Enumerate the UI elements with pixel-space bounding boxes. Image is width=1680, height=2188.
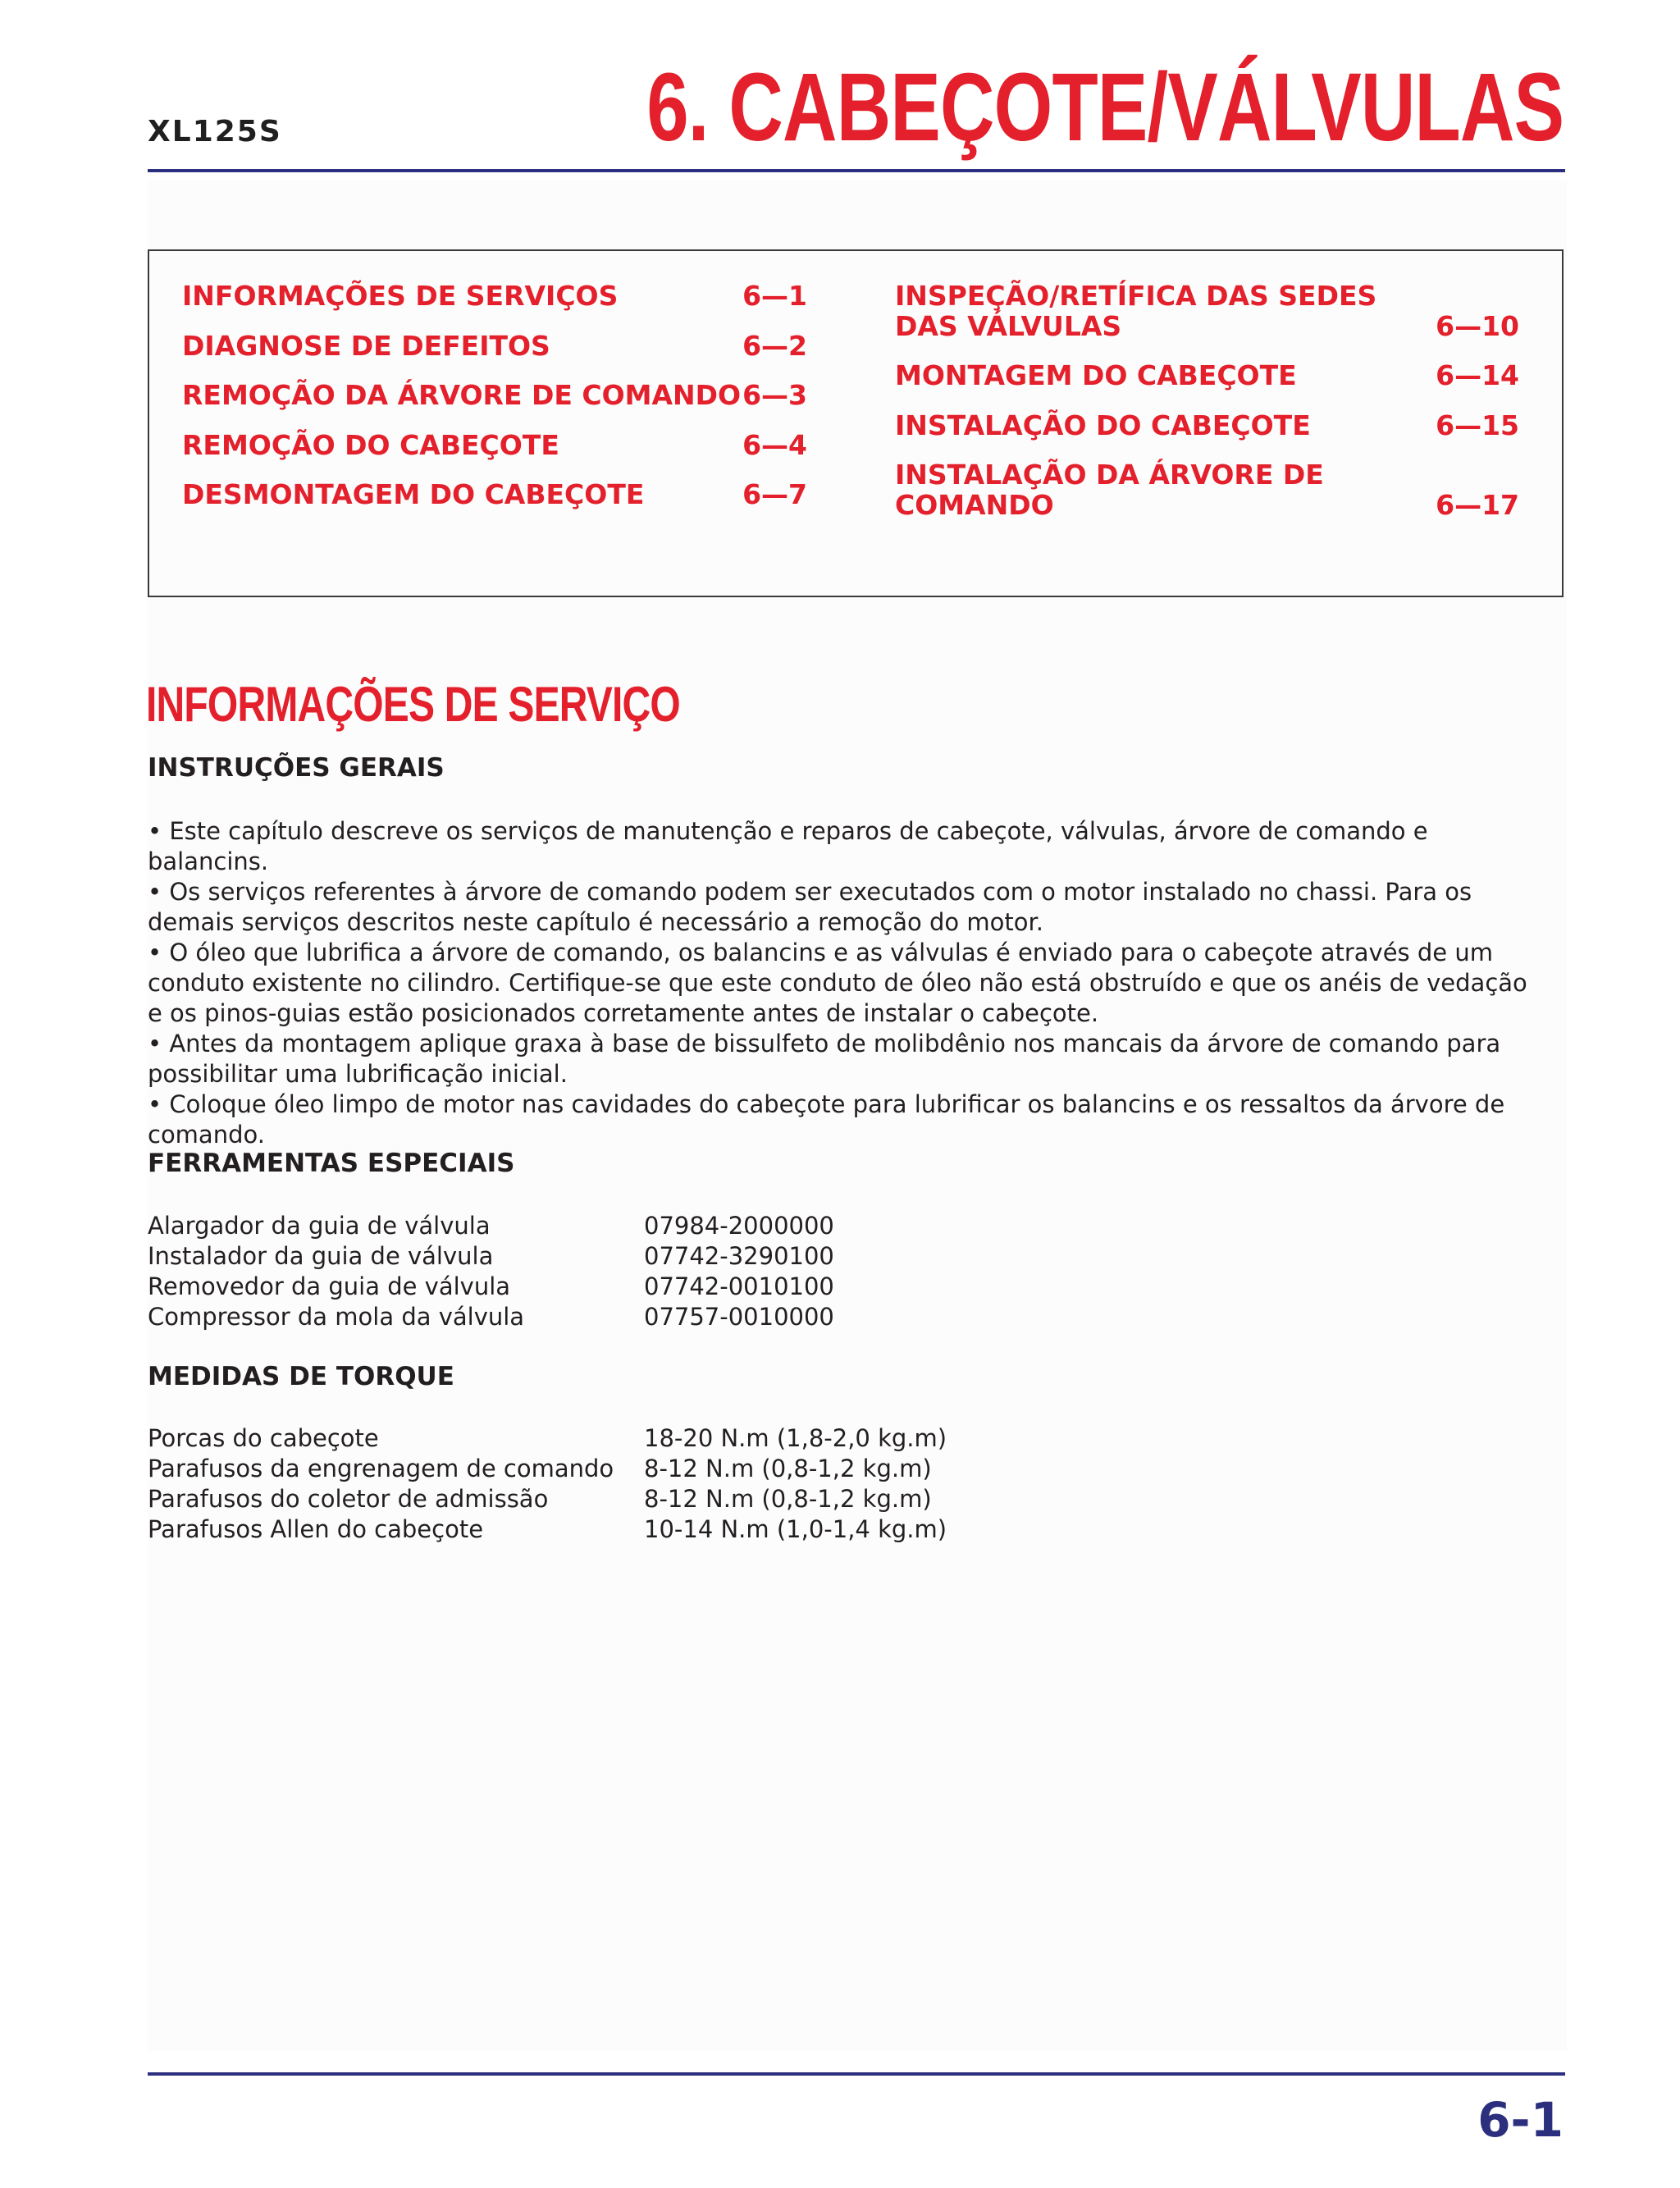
instruction-item: • Este capítulo descreve os serviços de manutenção e reparos de cabeçote, válvulas, árvore de comando e balancins.	[148, 817, 1428, 875]
chapter-title: 6. CABEÇOTE/VÁLVULAS	[646, 53, 1564, 162]
toc-link-head-assembly[interactable]: MONTAGEM DO CABEÇOTE	[895, 359, 1297, 391]
toc-page-number[interactable]: 6—4	[742, 429, 807, 461]
tool-code: 07984-2000000	[644, 1212, 834, 1240]
toc-link-head-disassembly[interactable]: DESMONTAGEM DO CABEÇOTE	[182, 478, 645, 510]
toc-page-number[interactable]: 6—15	[1436, 409, 1519, 441]
torque-value: 8-12 N.m (0,8-1,2 kg.m)	[644, 1455, 932, 1482]
instruction-item: • O óleo que lubrifica a árvore de comando, os balancins e as válvulas é enviado para o cabeçote através de um conduto existente no cilindro. Certifique-se que este conduto de óleo não está obstruído e que os anéis de vedação e os pinos-guias estão posicionados corretamente antes de instalar o cabeçote.	[148, 939, 1527, 1027]
header-divider	[148, 169, 1565, 172]
section-title: INFORMAÇÕES DE SERVIÇO	[146, 677, 680, 732]
table-of-contents	[148, 249, 1564, 597]
tool-code: 07742-0010100	[644, 1272, 834, 1300]
toc-link-diagnosis[interactable]: DIAGNOSE DE DEFEITOS	[182, 330, 550, 362]
toc-link-camshaft-removal[interactable]: REMOÇÃO DA ÁRVORE DE COMANDO	[182, 379, 742, 411]
model-name: XL125S	[148, 115, 282, 148]
tool-name: Removedor da guia de válvula	[148, 1272, 511, 1300]
torque-item: Parafusos Allen do cabeçote	[148, 1515, 484, 1543]
torque-item: Parafusos do coletor de admissão	[148, 1485, 549, 1513]
tool-name: Instalador da guia de válvula	[148, 1242, 494, 1270]
general-instructions-heading: INSTRUÇÕES GERAIS	[148, 753, 445, 783]
toc-link-head-removal[interactable]: REMOÇÃO DO CABEÇOTE	[182, 429, 559, 461]
toc-link-camshaft-installation[interactable]: INSTALAÇÃO DA ÁRVORE DE	[895, 459, 1324, 491]
torque-value: 18-20 N.m (1,8-2,0 kg.m)	[644, 1424, 947, 1452]
special-tools-heading: FERRAMENTAS ESPECIAIS	[148, 1149, 515, 1178]
footer-divider	[148, 2072, 1565, 2076]
torque-values-heading: MEDIDAS DE TORQUE	[148, 1362, 454, 1391]
toc-link-camshaft-installation-cont[interactable]: COMANDO	[895, 489, 1054, 521]
toc-link-head-installation[interactable]: INSTALAÇÃO DO CABEÇOTE	[895, 409, 1311, 441]
toc-page-number[interactable]: 6—10	[1436, 310, 1519, 342]
tool-code: 07742-3290100	[644, 1242, 834, 1270]
torque-item: Porcas do cabeçote	[148, 1424, 379, 1452]
instruction-item: • Antes da montagem aplique graxa à base de bissulfeto de molibdênio nos mancais da árvore de comando para possibilitar uma lubrificação inicial.	[148, 1030, 1501, 1088]
toc-link-service-info[interactable]: INFORMAÇÕES DE SERVIÇOS	[182, 280, 619, 312]
tool-name: Alargador da guia de válvula	[148, 1212, 491, 1240]
torque-value: 8-12 N.m (0,8-1,2 kg.m)	[644, 1485, 932, 1513]
toc-link-valve-seat-inspection[interactable]: INSPEÇÃO/RETÍFICA DAS SEDES	[895, 280, 1377, 312]
toc-page-number[interactable]: 6—7	[742, 478, 807, 510]
torque-item: Parafusos da engrenagem de comando	[148, 1455, 614, 1482]
toc-page-number[interactable]: 6—2	[742, 330, 807, 362]
toc-link-valve-seat-inspection-cont[interactable]: DAS VÁLVULAS	[895, 310, 1122, 342]
instruction-item: • Coloque óleo limpo de motor nas cavidades do cabeçote para lubrificar os balancins e os ressaltos da árvore de comando.	[148, 1090, 1505, 1149]
toc-page-number[interactable]: 6—17	[1436, 489, 1519, 521]
toc-page-number[interactable]: 6—14	[1436, 359, 1519, 391]
tool-name: Compressor da mola da válvula	[148, 1303, 525, 1331]
page-number: 6-1	[1477, 2092, 1564, 2148]
instruction-item: • Os serviços referentes à árvore de comando podem ser executados com o motor instalado no chassi. Para os demais serviços descritos neste capítulo é necessário a remoção do motor.	[148, 878, 1472, 936]
torque-value: 10-14 N.m (1,0-1,4 kg.m)	[644, 1515, 947, 1543]
toc-page-number[interactable]: 6—1	[742, 280, 807, 312]
tool-code: 07757-0010000	[644, 1303, 834, 1331]
toc-page-number[interactable]: 6—3	[742, 379, 807, 411]
general-instructions-text	[148, 816, 1534, 1150]
